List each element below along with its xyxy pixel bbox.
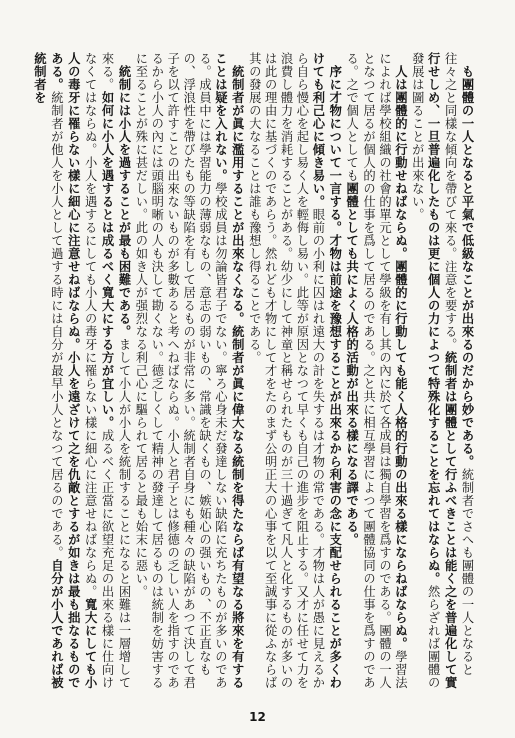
- body-text: 學習法によれば學校組織の社會的單元として學級を有し其の內に於て各成員は獨自學習を爲すのである。團體の一人となつて居るが個人的の仕事を爲して居るのである。之と共に相互學習によつて團體協同の仕事を爲すのである。之で個人としても: [344, 52, 408, 689]
- paragraph: [408, 52, 475, 700]
- body-text: 學校成員は勿論皆君子でない。寧ろ心身未だ發達しない缺陷に充ちたものが多いのである。成員中には學習能力の薄弱なもの、意志の弱いもの、常識を缺くもの、嫉妬心の强いもの、不正直なもの、浮浪性を帶びたもの等缺陷を有して居るものが非常に多い。統制者自身にも種々の缺陷があつて決して君子を以て許すことの出來ないものが多數あると考へねばならぬ。小人と君子とは修德の乏しい人を指すのであるから小人の內には頭腦明晰の人も決して勘くない。德乏しくして精神の發達して居るものは統制を妨害するに至ることが殊に甚だしい。此の如き人が强烈なる利己心に驅られて居ると最も始末に惡い。: [133, 52, 228, 689]
- emphasized-text: も團體の一人となると平氣で低級なことが出來るのだから妙である。: [460, 65, 475, 468]
- paragraph: [343, 52, 409, 700]
- emphasized-text: 人は團體的に行動せねばならぬ。團體的に行動しても能く人格的行動の出來る樣にならねばならぬ。: [393, 65, 409, 650]
- paragraph: [132, 52, 245, 700]
- paragraph: [245, 52, 342, 700]
- emphasized-text: 自分が小人であれば被統制者を: [32, 52, 65, 689]
- emphasized-text: 統制には小人を過することが最も困難である。: [116, 65, 132, 338]
- page-number: 12: [249, 710, 266, 724]
- emphasized-text: 寬大にしても小人の毒牙に罹らない樣に細心に注意せねばならぬ。小人を遠ざけて之を仇敵とするが如きは最も拙なるものである。: [49, 52, 99, 689]
- emphasized-text: 統制者が眞に濫用することが出來なくなる。統制者が眞に偉大なる統制を得たならば有望なる將來を有することは疑を入れない。: [213, 52, 246, 689]
- emphasized-text: 序に才物について一言する。才物は前途を豫想することが出來るから利害の念に支配せられることが多くわけても利己心に傾き易い。: [310, 52, 343, 689]
- emphasized-text: 團體としても共によく人格的活動が出來る樣になる譯である。: [344, 182, 360, 546]
- body-text: 統制者でさへも團體の一人となると往々之と同樣な傾向を帶びて來る。注意を要する。: [443, 52, 474, 676]
- body-text: 眼前の小利に囚はれ遠大の計を失するは才物の常である。才物は人が愚に見えるから自ら慢心を起し易く人を輕侮し易い。此等が原因となつて早くも自己の進步を阻止する。又才に任せて力を浪費し體力を消耗することがある。幼少にして神童と稱せられたものが三十過ぎて凡人と化するものが多いのは此の理由に基づくのであらう。然れども才物にして才をたのまず公明正大の心事を以て至誠事に從ふならば其の發展の大なることは誰も豫想し得ることである。: [247, 52, 325, 689]
- emphasized-text: 統制者は團體として行ふべきことは能く之を普遍化して實行せしめ、一旦普遍化したものは更に個人の力によつて特殊化することを忘れてはならぬ。: [426, 52, 459, 689]
- emphasized-text: 如何に小人を遇するとは成るべく寬大にする方が宜しい。: [100, 91, 116, 429]
- body-text: 然らざれば團體の發展は圖ることが出來ない。: [410, 52, 441, 689]
- vertical-text-body: [32, 52, 475, 700]
- body-text: 統制者が他人を小人として過する時には自分が最早小人となつて居るのである。: [49, 91, 64, 559]
- body-text: 成るべく正當に欲望充足の出來る樣に仕向けなくてはならぬ。小人を遇するにしても小人の毒牙に罹らない樣に細心に注意せねばならぬ。: [83, 52, 115, 689]
- paragraph: [31, 52, 132, 700]
- body-text: まして小人が小人を統制することになると困難は一層增して來る。: [100, 52, 131, 689]
